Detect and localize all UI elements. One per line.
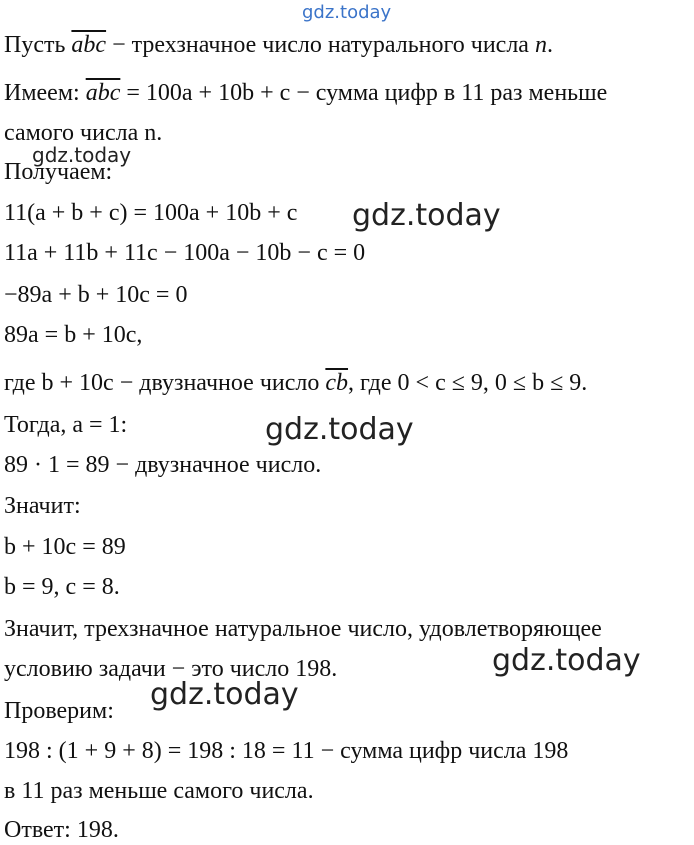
- equation-line: b + 10c = 89: [4, 534, 126, 560]
- text-line: в 11 раз меньше самого числа.: [4, 778, 314, 804]
- overline-abc: $\overline{abc}$: [71, 32, 107, 58]
- text-line: самого числа n.: [4, 120, 163, 146]
- text-line: Тогда, a = 1:: [4, 412, 128, 438]
- watermark: gdz.today: [150, 677, 299, 712]
- text-line: Получаем:: [4, 159, 113, 185]
- watermark: gdz.today: [32, 143, 132, 167]
- watermark: gdz.today: [352, 198, 501, 233]
- text-line: условию задачи − это число 198.: [4, 656, 338, 682]
- text-line: где b + 10c − двузначное число $\overline{cb}$, где 0 < c ≤ 9, 0 ≤ b ≤ 9.: [4, 370, 588, 396]
- watermark-top: gdz.today: [302, 2, 392, 23]
- equation-line: 11(a + b + c) = 100a + 10b + c: [4, 200, 298, 226]
- overline-cb: $\overline{cb}$: [325, 370, 349, 396]
- watermark: gdz.today: [492, 643, 641, 678]
- equation-line: 11a + 11b + 11c − 100a − 10b − c = 0: [4, 240, 366, 266]
- text-line: Имеем: $\overline{abc} = 100a + 10b + c$ − сумма цифр в 11 раз меньше: [4, 80, 608, 106]
- equation-line: −89a + b + 10c = 0: [4, 282, 188, 308]
- overline-abc: $\overline{abc}$: [85, 80, 121, 106]
- answer-line: Ответ: 198.: [4, 817, 119, 843]
- equation-line: 198 : (1 + 9 + 8) = 198 : 18 = 11 − сумма цифр числа 198: [4, 738, 569, 764]
- text-line: Значит, трехзначное натуральное число, удовлетворяющее: [4, 616, 602, 642]
- text-line: Пусть $\overline{abc}$ − трехзначное число натурального числа n.: [4, 32, 553, 58]
- equation-line: b = 9, c = 8.: [4, 574, 120, 600]
- text-line: 89 · 1 = 89 − двузначное число.: [4, 452, 322, 478]
- text-line: Проверим:: [4, 698, 114, 724]
- text-line: Значит:: [4, 493, 81, 519]
- equation-line: 89a = b + 10c,: [4, 322, 143, 348]
- watermark: gdz.today: [265, 412, 414, 447]
